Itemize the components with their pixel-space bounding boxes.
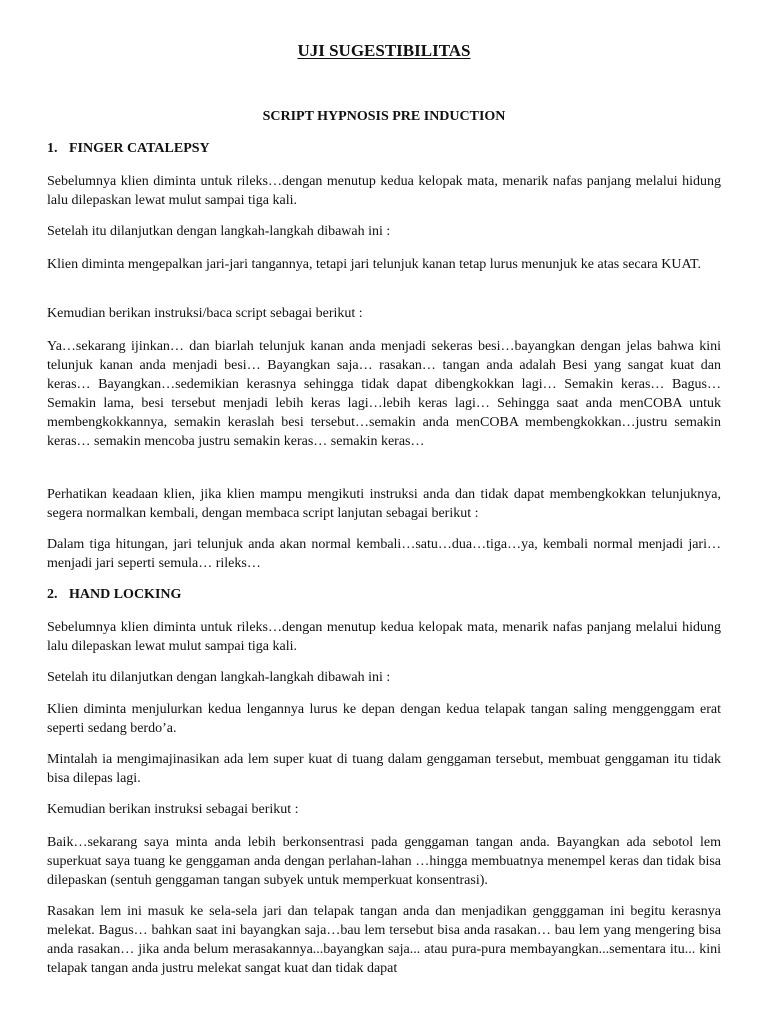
script-paragraph: Baik…sekarang saya minta anda lebih berkonsentrasi pada genggaman tangan anda. Bayangkan ada sebotol lem superkuat saya tuang ke genggaman anda dengan perlahan-lahan …hingga membuatnya menempel keras dan tidak bisa dilepaskan (sentuh genggaman tangan subyek untuk memperkuat konsentrasi). [47, 835, 721, 888]
script-paragraph: Rasakan lem ini masuk ke sela-sela jari dan telapak tangan anda dan menjadikan gengggaman ini begitu kerasnya melekat. Bagus… bahkan saat ini bayangkan saja…bau lem tersebut bisa anda rasakan… bau lem yang mengering bisa anda rasakan… jika anda belum merasakannya...bayangkan saja... atau pura-pura membayangkan...sementara itu... kini telapak tangan anda justru melekat sangat kuat dan tidak dapat [47, 904, 721, 976]
section-title: FINGER CATALEPSY [69, 141, 210, 156]
paragraph: Kemudian berikan instruksi sebagai berikut : [47, 802, 299, 817]
paragraph: Kemudian berikan instruksi/baca script sebagai berikut : [47, 306, 363, 321]
section-title: HAND LOCKING [69, 587, 182, 602]
document-title: UJI SUGESTIBILITAS [297, 41, 471, 60]
script-paragraph: Dalam tiga hitungan, jari telunjuk anda akan normal kembali…satu…dua…tiga…ya, kembali normal menjadi jari… menjadi jari seperti semula… rileks… [47, 537, 721, 571]
paragraph: Klien diminta mengepalkan jari-jari tangannya, tetapi jari telunjuk kanan tetap lurus menunjuk ke atas secara KUAT. [47, 257, 702, 272]
paragraph: Perhatikan keadaan klien, jika klien mampu mengikuti instruksi anda dan tidak dapat membengkokkan telunjuknya, segera normalkan kembali, dengan membaca script lanjutan sebagai berikut : [47, 487, 721, 521]
section-heading-hand-locking [47, 587, 181, 603]
paragraph: Mintalah ia mengimajinasikan ada lem super kuat di tuang dalam genggaman tersebut, membuat genggaman itu tidak bisa dilepas lagi. [47, 752, 721, 786]
paragraph: Klien diminta menjulurkan kedua lengannya lurus ke depan dengan kedua telapak tangan saling menggenggam erat seperti sedang berdo’a. [47, 702, 721, 736]
section-heading-finger-catalepsy [47, 141, 210, 157]
paragraph: Setelah itu dilanjutkan dengan langkah-langkah dibawah ini : [47, 224, 391, 239]
paragraph: Setelah itu dilanjutkan dengan langkah-langkah dibawah ini : [47, 670, 391, 685]
document-subtitle: SCRIPT HYPNOSIS PRE INDUCTION [262, 109, 506, 124]
paragraph: Sebelumnya klien diminta untuk rileks…dengan menutup kedua kelopak mata, menarik nafas panjang melalui hidung lalu dilepaskan lewat mulut sampai tiga kali. [47, 620, 721, 654]
script-paragraph: Ya…sekarang ijinkan… dan biarlah telunjuk kanan anda menjadi sekeras besi…bayangkan dengan jelas bahwa kini telunjuk kanan anda menjadi besi… Bayangkan saja… rasakan… tangan anda adalah Besi yang sangat kuat dan keras… Bayangkan…sedemikian kerasnya sehingga tidak dapat dibengkokkan lagi… Semakin keras… Bagus… Semakin lama, besi tersebut menjadi lebih keras lagi…lebih keras lagi… Sehingga saat anda menCOBA untuk membengkokkannya, semakin keraslah besi tersebut…semakin anda menCOBA membengkokkan…justru semakin keras… semakin mencoba justru semakin keras… semakin keras… [47, 339, 721, 449]
section-number: 1. [47, 141, 58, 156]
section-number: 2. [47, 587, 58, 602]
paragraph: Sebelumnya klien diminta untuk rileks…dengan menutup kedua kelopak mata, menarik nafas panjang melalui hidung lalu dilepaskan lewat mulut sampai tiga kali. [47, 174, 721, 208]
